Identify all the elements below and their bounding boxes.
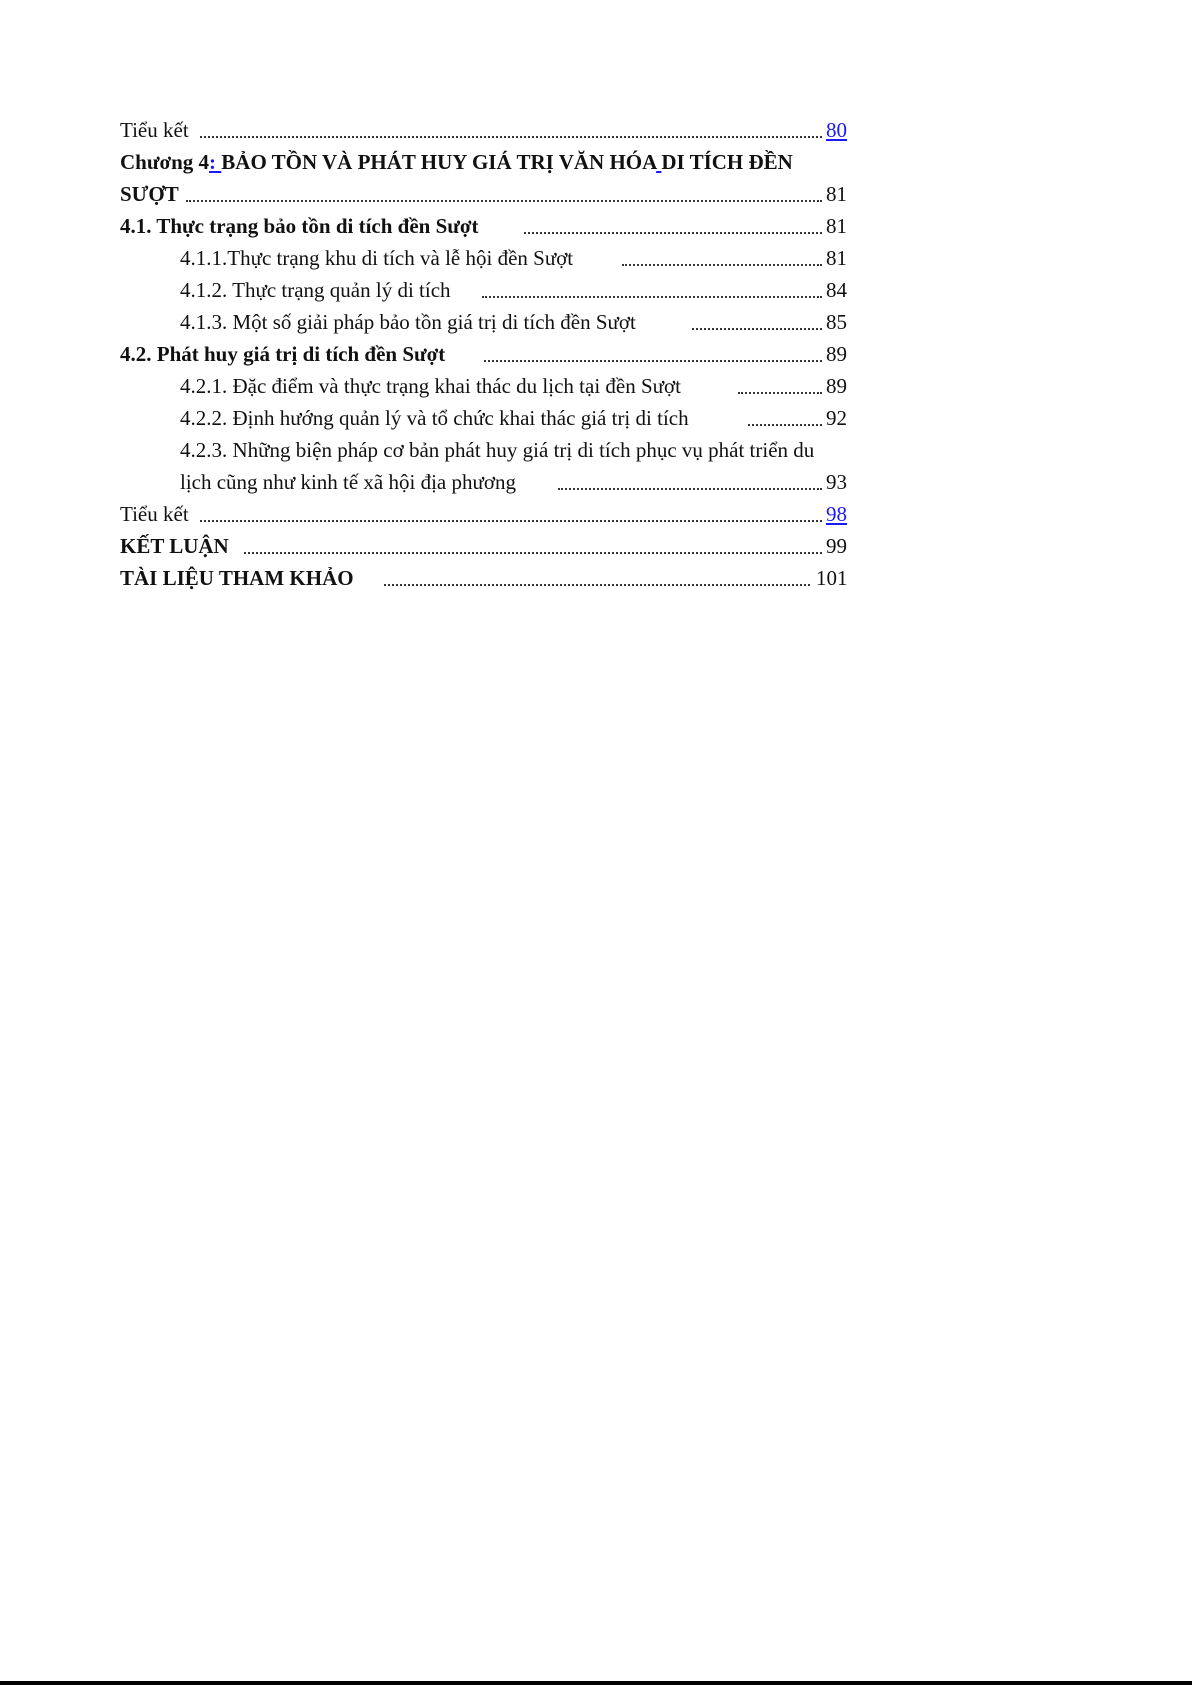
toc-entry-4-1[interactable] <box>0 210 1192 242</box>
toc-entry-tieu-ket-1[interactable] <box>0 114 1192 146</box>
toc-entry-4-2[interactable] <box>0 338 1192 370</box>
dot-leader <box>692 328 822 330</box>
dot-leader <box>200 136 822 138</box>
toc-entry-label: 4.1.2. Thực trạng quản lý di tích <box>180 278 451 302</box>
toc-entry-4-1-3[interactable] <box>0 306 1192 338</box>
page-bottom-border <box>0 1681 1192 1685</box>
toc-entry-4-1-2[interactable] <box>0 274 1192 306</box>
toc-entry-4-2-2[interactable] <box>0 402 1192 434</box>
dot-leader <box>186 200 822 202</box>
toc-entry-label: KẾT LUẬN <box>120 534 229 558</box>
toc-entry-label: Tiểu kết <box>120 502 189 526</box>
dot-leader <box>200 520 822 522</box>
dot-leader <box>244 552 822 554</box>
toc-entry-label: 4.1.3. Một số giải pháp bảo tồn giá trị di tích đền Sượt <box>180 310 636 334</box>
toc-page-number: 93 <box>826 470 847 494</box>
toc-entry-label: SƯỢT <box>120 182 179 206</box>
toc-page-number: 81 <box>826 214 847 238</box>
toc-entry-4-2-3-cont[interactable] <box>0 466 1192 498</box>
toc-entry-label: 4.2.2. Định hướng quản lý và tổ chức khai thác giá trị di tích <box>180 406 689 430</box>
toc-entry-label: TÀI LIỆU THAM KHẢO <box>120 566 354 590</box>
toc-entry-4-1-1[interactable] <box>0 242 1192 274</box>
dot-leader <box>484 360 822 362</box>
toc-entry-chuong-4-cont[interactable] <box>0 178 1192 210</box>
chapter-title-b: DI TÍCH ĐỀN <box>661 150 793 174</box>
dot-leader <box>384 584 810 586</box>
toc-entry-label <box>120 146 793 178</box>
toc-entry-label: 4.2.3. Những biện pháp cơ bản phát huy giá trị di tích phục vụ phát triển du <box>180 438 815 462</box>
toc-entry-label: 4.1.1.Thực trạng khu di tích và lễ hội đền Sượt <box>180 246 574 270</box>
toc-page-number: 89 <box>826 374 847 398</box>
dot-leader <box>524 232 822 234</box>
chapter-prefix: Chương 4 <box>120 150 210 174</box>
toc-page-number: 92 <box>826 406 847 430</box>
toc-page-number: 89 <box>826 342 847 366</box>
toc-entry-chuong-4[interactable] <box>0 146 1192 178</box>
toc-page-number: 99 <box>826 534 847 558</box>
toc-page-link[interactable]: 98 <box>826 502 847 526</box>
toc-entry-label: Tiểu kết <box>120 118 189 142</box>
table-of-contents <box>0 114 1192 594</box>
toc-entry-ket-luan[interactable] <box>0 530 1192 562</box>
toc-entry-4-2-1[interactable] <box>0 370 1192 402</box>
toc-entry-label: 4.2.1. Đặc điểm và thực trạng khai thác du lịch tại đền Sượt <box>180 374 681 398</box>
toc-entry-4-2-3[interactable] <box>0 434 1192 466</box>
chapter-title-a: BẢO TỒN VÀ PHÁT HUY GIÁ TRỊ VĂN HÓA <box>221 150 657 174</box>
chapter-colon-link[interactable]: : <box>209 150 222 174</box>
toc-entry-label: 4.1. Thực trạng bảo tồn di tích đền Sượt <box>120 214 479 238</box>
toc-page-number: 81 <box>826 182 847 206</box>
toc-page-number: 81 <box>826 246 847 270</box>
dot-leader <box>482 296 822 298</box>
dot-leader <box>622 264 822 266</box>
toc-entry-tieu-ket-2[interactable] <box>0 498 1192 530</box>
toc-entry-label: lịch cũng như kinh tế xã hội địa phương <box>180 470 516 494</box>
toc-page-link[interactable]: 80 <box>826 118 847 142</box>
toc-page-number: 101 <box>816 566 848 590</box>
toc-page-number: 85 <box>826 310 847 334</box>
toc-entry-tai-lieu[interactable] <box>0 562 1192 594</box>
dot-leader <box>748 424 822 426</box>
dot-leader <box>738 392 822 394</box>
toc-page-number: 84 <box>826 278 847 302</box>
dot-leader <box>558 488 822 490</box>
toc-entry-label: 4.2. Phát huy giá trị di tích đền Sượt <box>120 342 446 366</box>
